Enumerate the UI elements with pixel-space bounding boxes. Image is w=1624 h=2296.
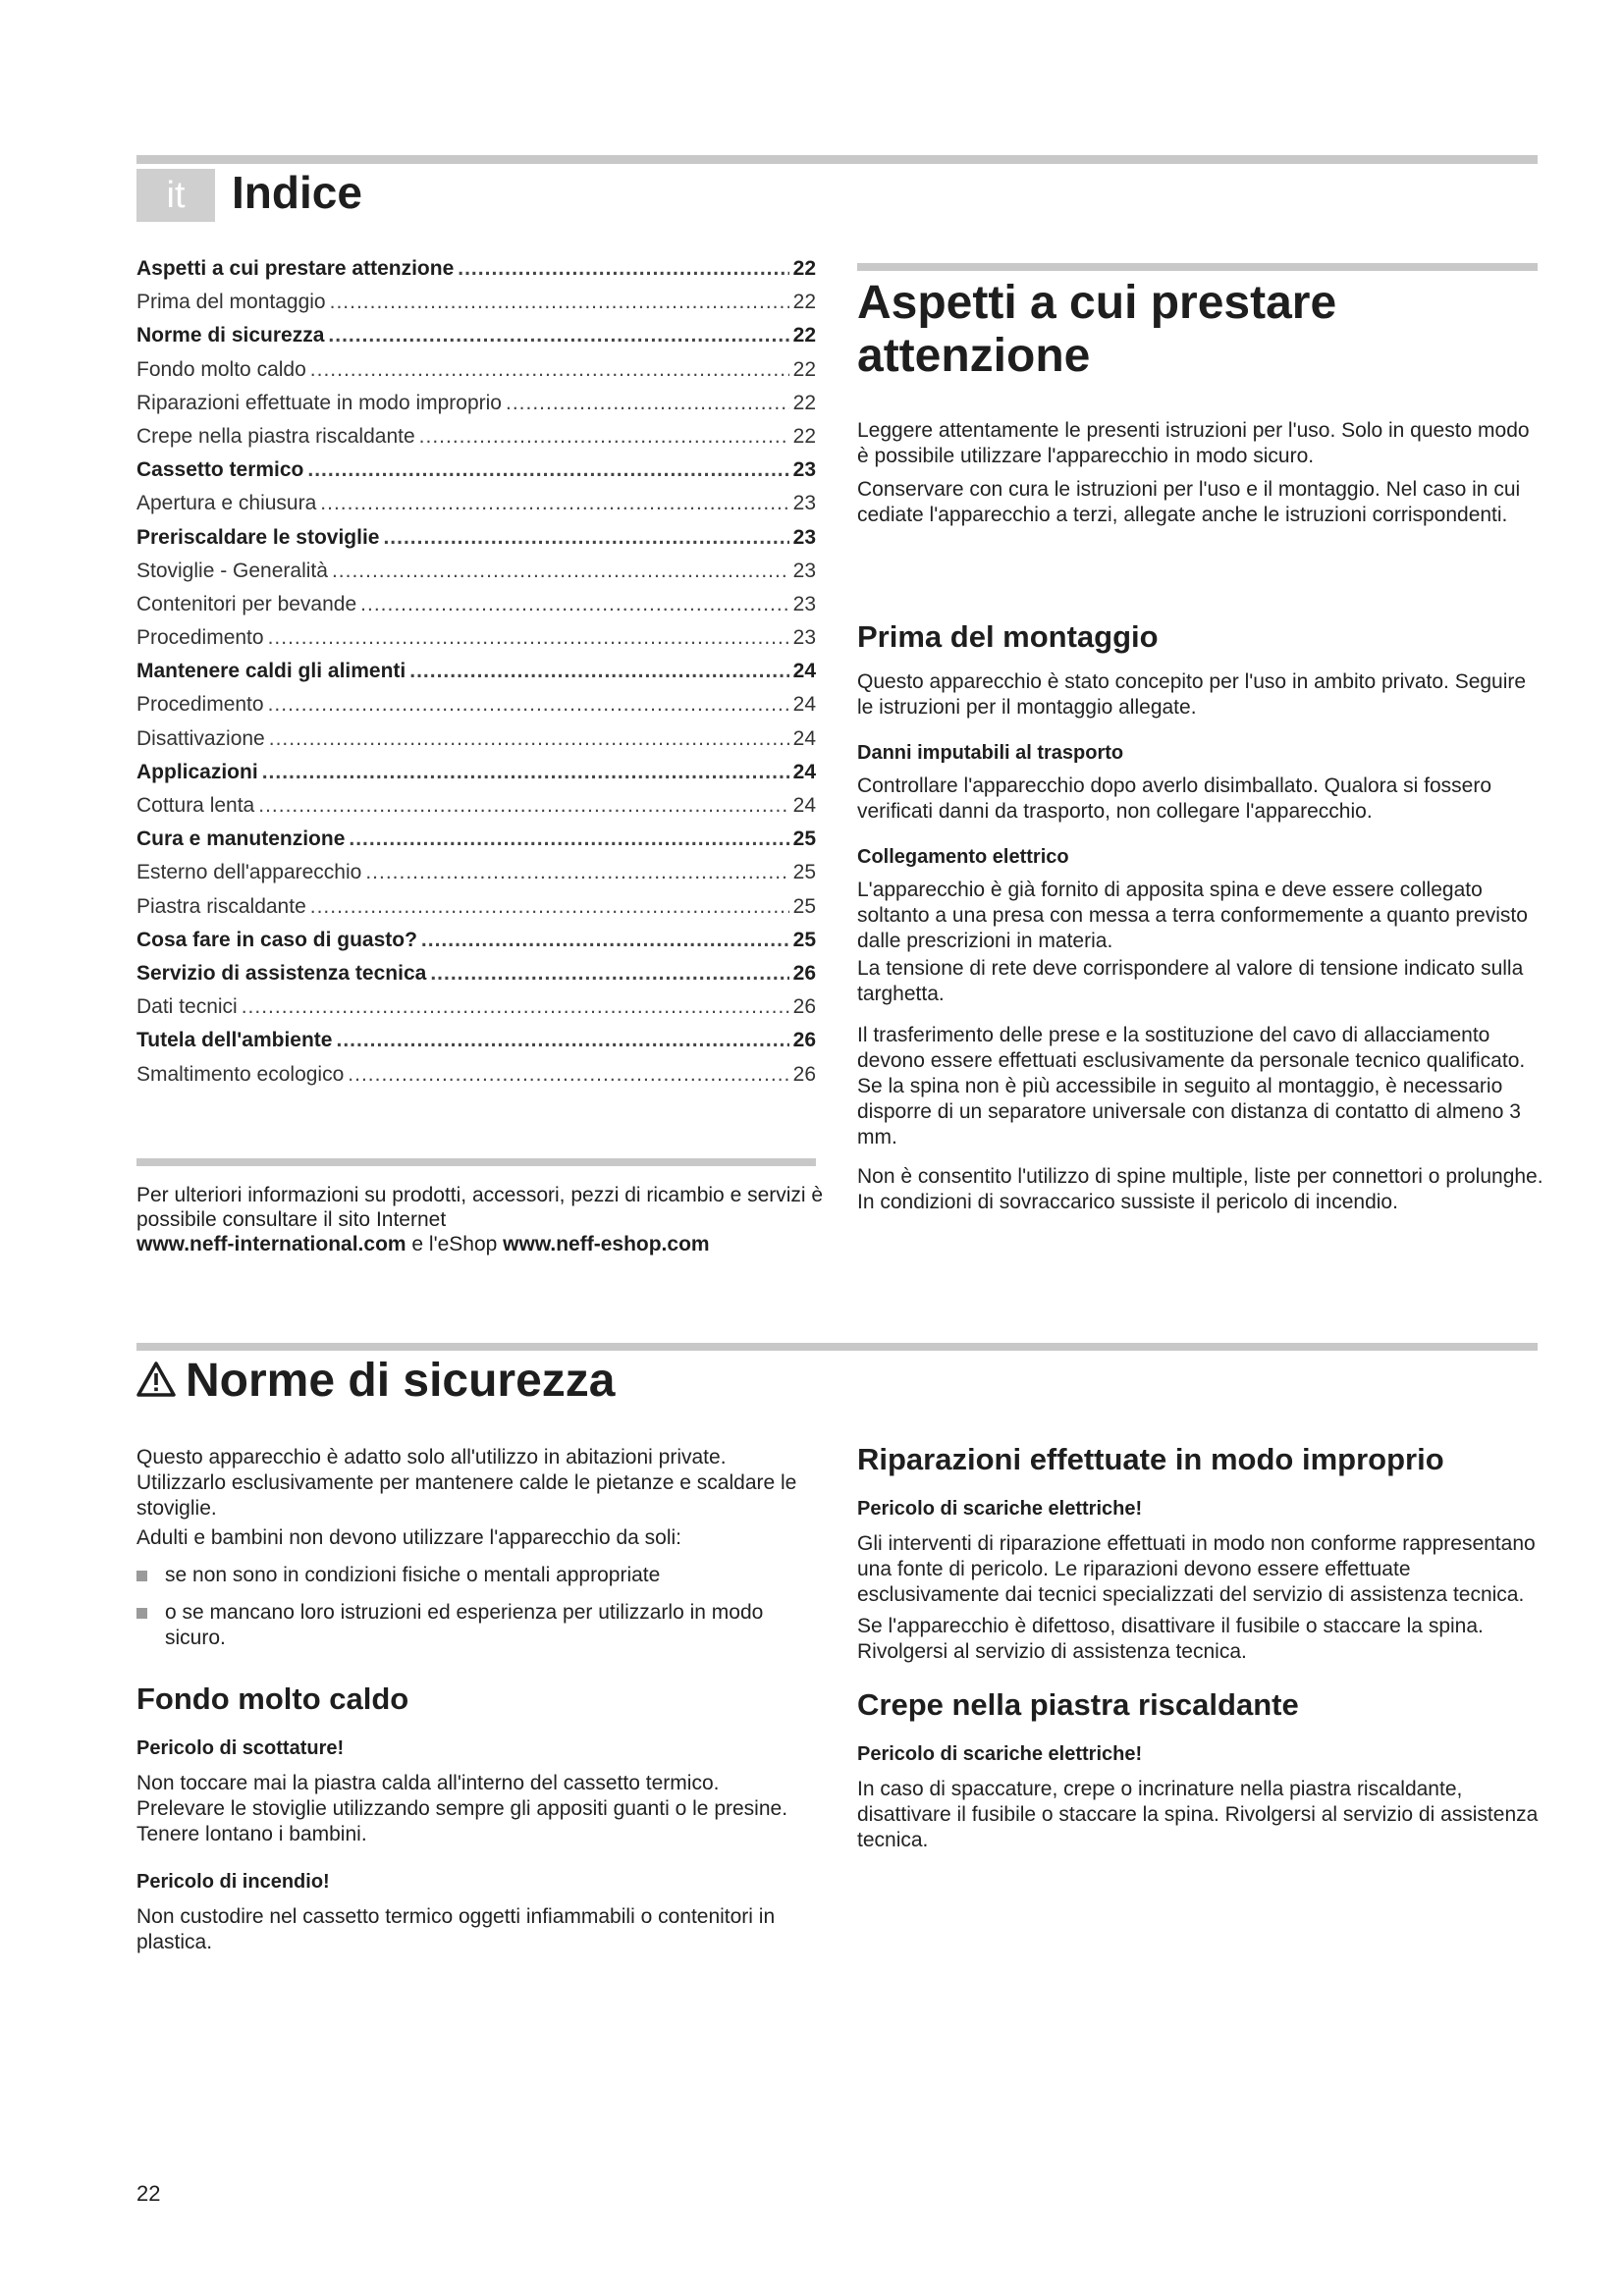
- norme-heading-block: [136, 1355, 1118, 1408]
- toc-leader-dots: [332, 560, 789, 583]
- fondo-heading: Fondo molto caldo: [136, 1682, 409, 1716]
- toc-entry-page: 25: [792, 828, 816, 851]
- toc-entry-label: Tutela dell'ambiente: [136, 1029, 333, 1052]
- norme-paragraph-1: Questo apparecchio è adatto solo all'utilizzo in abitazioni private. Utilizzarlo esclusivamente per mantenere calde le pietanze e scaldare le stoviglie.: [136, 1446, 797, 1520]
- crepe-heading: Crepe nella piastra riscaldante: [857, 1687, 1299, 1722]
- toc-entry[interactable]: [136, 324, 816, 357]
- toc-entry-label: Procedimento: [136, 693, 264, 717]
- aspetti-paragraph-1: Leggere attentamente le presenti istruzioni per l'uso. Solo in questo modo è possibile utilizzare l'apparecchio in modo sicuro.: [857, 419, 1530, 467]
- toc-leader-dots: [421, 929, 789, 952]
- toc-leader-dots: [365, 861, 788, 884]
- toc-leader-dots: [419, 425, 789, 449]
- toc-entry-label: Riparazioni effettuate in modo improprio: [136, 391, 502, 414]
- toc-leader-dots: [348, 1063, 788, 1087]
- toc-entry[interactable]: [136, 492, 816, 525]
- toc-leader-dots: [349, 828, 788, 851]
- toc-entry-page: 22: [792, 324, 816, 347]
- toc-entry[interactable]: [136, 995, 816, 1029]
- toc-entry[interactable]: [136, 761, 816, 794]
- toc-leader-dots: [409, 660, 788, 683]
- toc-entry-page: 23: [792, 559, 816, 582]
- norme-rule: [136, 1343, 1538, 1351]
- toc-entry-label: Cosa fare in caso di guasto?: [136, 928, 417, 951]
- toc-entry-page: 24: [792, 726, 816, 750]
- toc-entry-label: Cassetto termico: [136, 458, 304, 482]
- scottature-paragraph: Non toccare mai la piastra calda all'interno del cassetto termico. Prelevare le stoviglie utilizzando sempre gli appositi guanti o le presine. Tenere lontano i bambini.: [136, 1772, 788, 1845]
- crepe-paragraph: In caso di spaccature, crepe o incrinature nella piastra riscaldante, disattivare il fusibile o staccare la spina. Rivolgersi al servizio di assistenza tecnica.: [857, 1778, 1539, 1851]
- norme-right-column: [857, 1441, 1544, 1853]
- toc-entry-label: Dati tecnici: [136, 995, 238, 1019]
- norme-left-column: [136, 1445, 800, 1955]
- aspetti-heading: [857, 277, 1544, 383]
- toc-entry[interactable]: [136, 861, 816, 894]
- toc-entry-label: Mantenere caldi gli alimenti: [136, 660, 406, 683]
- toc-entry-page: 23: [792, 492, 816, 515]
- collegamento-paragraph-3: Il trasferimento delle prese e la sostituzione del cavo di allacciamento devono essere effettuati esclusivamente da personale tecnico qualificato. Se la spina non è più accessibile in seguito al montaggio, è necessario disporre di un separatore universale con distanza di contatto di almeno 3 mm.: [857, 1024, 1526, 1148]
- toc-leader-dots: [310, 358, 789, 382]
- toc-entry-label: Aspetti a cui prestare attenzione: [136, 257, 455, 280]
- prima-heading: Prima del montaggio: [857, 619, 1159, 654]
- toc-entry-label: Cottura lenta: [136, 794, 255, 817]
- prima-section: [857, 618, 1544, 1215]
- toc-entry[interactable]: [136, 693, 816, 726]
- riparazioni-paragraph-2: Se l'apparecchio è difettoso, disattivare il fusibile o staccare la spina. Rivolgersi al servizio di assistenza tecnica.: [857, 1615, 1484, 1663]
- toc-entry-page: 24: [792, 693, 816, 717]
- collegamento-paragraph-4: Non è consentito l'utilizzo di spine multiple, liste per connettori o prolunghe. In condizioni di sovraccarico sussiste il pericolo di incendio.: [857, 1165, 1543, 1213]
- info-text: Per ulteriori informazioni su prodotti, accessori, pezzi di ricambio e servizi è possibile consultare il sito Internet: [136, 1184, 824, 1231]
- toc-entry[interactable]: [136, 560, 816, 593]
- list-item: [136, 1600, 800, 1651]
- table-of-contents: [136, 257, 816, 1096]
- incendio-heading: Pericolo di incendio!: [136, 1871, 330, 1893]
- toc-leader-dots: [328, 324, 788, 347]
- toc-leader-dots: [458, 257, 788, 281]
- toc-entry[interactable]: [136, 291, 816, 324]
- toc-entry-label: Crepe nella piastra riscaldante: [136, 424, 415, 448]
- toc-entry-label: Smaltimento ecologico: [136, 1062, 345, 1086]
- aspetti-heading-line2: attenzione: [857, 330, 1091, 382]
- toc-entry-page: 23: [792, 626, 816, 650]
- bullet-text-2: o se mancano loro istruzioni ed esperienza per utilizzarlo in modo sicuro.: [165, 1601, 764, 1649]
- page-title: Indice: [232, 167, 362, 218]
- prima-paragraph: Questo apparecchio è stato concepito per l'uso in ambito privato. Seguire le istruzioni per il montaggio allegate.: [857, 670, 1527, 719]
- norme-paragraph-2: Adulti e bambini non devono utilizzare l'apparecchio da soli:: [136, 1526, 682, 1549]
- toc-entry-page: 22: [792, 291, 816, 314]
- toc-leader-dots: [262, 761, 789, 784]
- page-number: 22: [136, 2181, 161, 2206]
- toc-entry[interactable]: [136, 929, 816, 962]
- toc-entry-page: 26: [792, 1062, 816, 1086]
- info-rule: [136, 1158, 816, 1166]
- info-mid: e l'eShop: [406, 1233, 504, 1255]
- toc-entry[interactable]: [136, 257, 816, 291]
- collegamento-heading: Collegamento elettrico: [857, 846, 1069, 868]
- toc-entry-page: 22: [792, 357, 816, 381]
- toc-entry-page: 23: [792, 592, 816, 615]
- toc-entry-label: Fondo molto caldo: [136, 357, 306, 381]
- toc-leader-dots: [383, 526, 788, 550]
- info-note: [136, 1183, 824, 1256]
- toc-entry-page: 22: [792, 391, 816, 414]
- aspetti-paragraph-2: Conservare con cura le istruzioni per l'uso e il montaggio. Nel caso in cui cediate l'apparecchio a terzi, allegate anche le istruzioni corrispondenti.: [857, 478, 1521, 526]
- toc-entry[interactable]: [136, 526, 816, 560]
- list-item: [136, 1563, 800, 1588]
- toc-leader-dots: [307, 458, 788, 482]
- aspetti-heading-line1: Aspetti a cui prestare: [857, 277, 1337, 329]
- danni-heading: Danni imputabili al trasporto: [857, 742, 1124, 764]
- toc-leader-dots: [506, 392, 789, 415]
- toc-entry-label: Procedimento: [136, 626, 264, 650]
- warning-icon: [136, 1361, 176, 1398]
- toc-entry-label: Preriscaldare le stoviglie: [136, 525, 380, 549]
- toc-entry-page: 24: [792, 794, 816, 817]
- toc-leader-dots: [430, 962, 788, 986]
- toc-entry-page: 25: [792, 861, 816, 884]
- toc-entry-label: Disattivazione: [136, 726, 265, 750]
- norme-heading-text: Norme di sicurezza: [186, 1355, 616, 1407]
- toc-entry[interactable]: [136, 828, 816, 861]
- website-link[interactable]: www.neff-international.com: [136, 1233, 406, 1255]
- aspetti-rule: [857, 263, 1538, 271]
- toc-leader-dots: [258, 794, 788, 818]
- toc-entry[interactable]: [136, 660, 816, 693]
- toc-entry-label: Norme di sicurezza: [136, 324, 325, 347]
- toc-entry-label: Prima del montaggio: [136, 291, 326, 314]
- toc-entry-page: 25: [792, 894, 816, 918]
- toc-entry-page: 22: [792, 257, 816, 280]
- scariche-heading-1: Pericolo di scariche elettriche!: [857, 1498, 1143, 1520]
- toc-entry-page: 26: [792, 1029, 816, 1052]
- toc-entry[interactable]: [136, 593, 816, 626]
- toc-leader-dots: [320, 492, 788, 515]
- toc-entry[interactable]: [136, 458, 816, 492]
- toc-entry-page: 23: [792, 458, 816, 482]
- scariche-heading-2: Pericolo di scariche elettriche!: [857, 1743, 1143, 1765]
- collegamento-paragraph-2: La tensione di rete deve corrispondere al valore di tensione indicato sulla targhetta.: [857, 957, 1524, 1005]
- toc-entry-label: Servizio di assistenza tecnica: [136, 961, 427, 985]
- eshop-link[interactable]: www.neff-eshop.com: [503, 1233, 710, 1255]
- bullet-icon: [136, 1608, 147, 1619]
- toc-entry-page: 23: [792, 525, 816, 549]
- toc-leader-dots: [268, 693, 789, 717]
- toc-leader-dots: [310, 895, 789, 919]
- toc-entry[interactable]: [136, 1029, 816, 1062]
- toc-entry[interactable]: [136, 358, 816, 392]
- toc-entry[interactable]: [136, 895, 816, 929]
- toc-entry-label: Esterno dell'apparecchio: [136, 861, 362, 884]
- aspetti-section: [857, 277, 1544, 383]
- toc-entry-page: 24: [792, 660, 816, 683]
- toc-entry-label: Cura e manutenzione: [136, 828, 346, 851]
- toc-leader-dots: [360, 593, 788, 616]
- language-badge: it: [136, 169, 215, 222]
- toc-entry[interactable]: [136, 1063, 816, 1096]
- aspetti-body: [857, 418, 1544, 528]
- riparazioni-paragraph-1: Gli interventi di riparazione effettuati in modo non conforme rappresentano una fonte di pericolo. Le riparazioni devono essere effettuate esclusivamente dai tecnici specializzati del servizio di assistenza tecnica.: [857, 1532, 1536, 1606]
- toc-entry-label: Piastra riscaldante: [136, 894, 306, 918]
- toc-leader-dots: [268, 626, 789, 650]
- toc-entry-label: Applicazioni: [136, 760, 258, 783]
- toc-entry[interactable]: [136, 392, 816, 425]
- riparazioni-heading: Riparazioni effettuate in modo improprio: [857, 1442, 1444, 1476]
- toc-entry-page: 26: [792, 995, 816, 1019]
- toc-leader-dots: [336, 1029, 788, 1052]
- danni-paragraph: Controllare l'apparecchio dopo averlo disimballato. Qualora si fossero verificati danni da trasporto, non collegare l'apparecchio.: [857, 774, 1492, 823]
- toc-entry-label: Apertura e chiusura: [136, 492, 317, 515]
- collegamento-paragraph-1: L'apparecchio è già fornito di apposita spina e deve essere collegato soltanto a una presa con messa a terra conformemente a quanto previsto dalle prescrizioni in materia.: [857, 879, 1528, 952]
- toc-entry[interactable]: [136, 626, 816, 660]
- toc-entry-page: 22: [792, 424, 816, 448]
- toc-entry[interactable]: [136, 794, 816, 828]
- incendio-paragraph: Non custodire nel cassetto termico oggetti infiammabili o contenitori in plastica.: [136, 1905, 776, 1953]
- toc-leader-dots: [242, 995, 789, 1019]
- toc-entry-label: Stoviglie - Generalità: [136, 559, 328, 582]
- toc-entry-label: Contenitori per bevande: [136, 592, 357, 615]
- scottature-heading: Pericolo di scottature!: [136, 1737, 345, 1759]
- bullet-text-1: se non sono in condizioni fisiche o mentali appropriate: [165, 1564, 661, 1586]
- toc-entry-page: 24: [792, 760, 816, 783]
- toc-entry[interactable]: [136, 425, 816, 458]
- toc-leader-dots: [269, 727, 789, 751]
- toc-entry-page: 25: [792, 928, 816, 951]
- bullet-icon: [136, 1571, 147, 1581]
- norme-heading: [136, 1355, 1118, 1408]
- toc-entry[interactable]: [136, 962, 816, 995]
- toc-entry-page: 26: [792, 961, 816, 985]
- toc-leader-dots: [330, 291, 789, 314]
- toc-entry[interactable]: [136, 727, 816, 761]
